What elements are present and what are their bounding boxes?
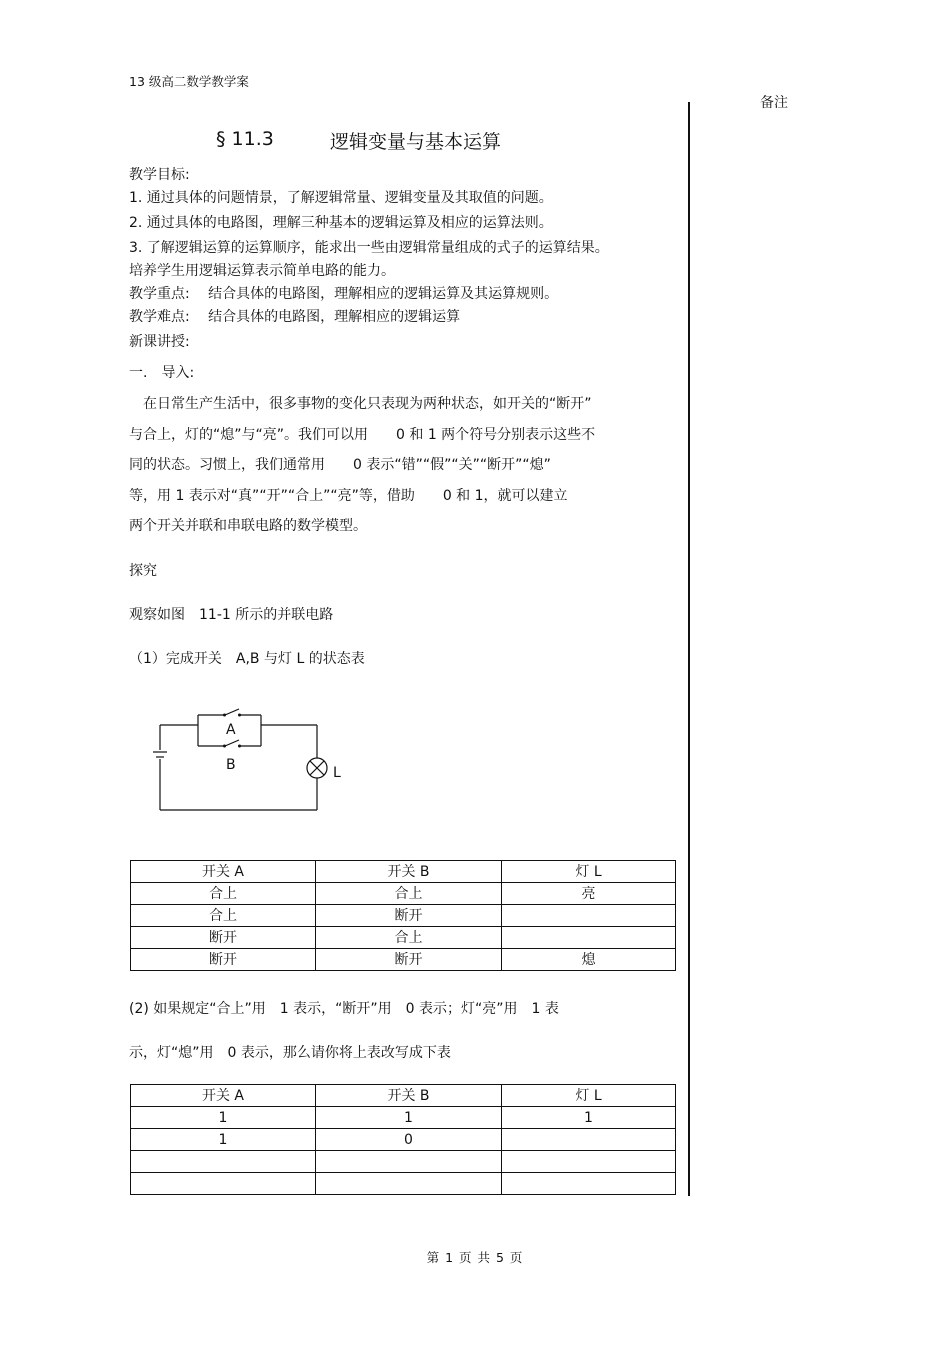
new-lesson-heading: 新课讲授: xyxy=(129,334,190,350)
task2-line: (2) 如果规定“合上”用 1 表示，“断开”用 0 表示；灯“亮”用 1 表 xyxy=(129,1001,559,1017)
table-cell xyxy=(131,1151,316,1173)
intro-line: 在日常生产生活中，很多事物的变化只表现为两种状态，如开关的“断开” xyxy=(129,396,592,412)
table-row xyxy=(131,1173,676,1195)
page-title: 逻辑变量与基本运算 xyxy=(330,131,502,153)
table-cell xyxy=(131,1173,316,1195)
table-cell: 断开 xyxy=(131,927,316,949)
margin-divider xyxy=(688,102,690,1196)
table-cell xyxy=(502,927,676,949)
table-cell: 亮 xyxy=(502,883,676,905)
table-header-cell: 开关 A xyxy=(131,1085,316,1107)
state-table-binary xyxy=(130,1084,676,1195)
task1-text: （1）完成开关 A,B 与灯 L 的状态表 xyxy=(129,651,365,667)
table-row xyxy=(131,905,676,927)
table-cell: 合上 xyxy=(316,927,502,949)
switch-b-label: B xyxy=(226,757,236,773)
table-cell: 1 xyxy=(131,1129,316,1151)
table-cell xyxy=(502,1129,676,1151)
lamp-label: L xyxy=(333,765,341,781)
table-row xyxy=(131,927,676,949)
parallel-circuit-diagram xyxy=(140,700,360,820)
table-cell: 0 xyxy=(316,1129,502,1151)
table-row xyxy=(131,883,676,905)
table-cell: 1 xyxy=(131,1107,316,1129)
table-cell: 断开 xyxy=(316,949,502,971)
table-header-cell: 开关 B xyxy=(316,861,502,883)
page-footer: 第 1 页 共 5 页 xyxy=(426,1250,524,1265)
observe-text: 观察如图 11-1 所示的并联电路 xyxy=(129,607,334,623)
page-header: 13 级高二数学教学案 xyxy=(129,74,249,89)
table-header-row xyxy=(131,1085,676,1107)
explore-heading: 探究 xyxy=(129,563,157,579)
key-point: 教学重点: 结合具体的电路图，理解相应的逻辑运算及其运算规则。 xyxy=(129,286,559,302)
intro-line: 等，用 1 表示对“真”“开”“合上”“亮”等，借助 0 和 1，就可以建立 xyxy=(129,488,568,504)
table-cell: 1 xyxy=(502,1107,676,1129)
intro-line: 两个开关并联和串联电路的数学模型。 xyxy=(129,518,367,534)
state-table-words xyxy=(130,860,676,971)
intro-line: 与合上，灯的“熄”与“亮”。我们可以用 0 和 1 两个符号分别表示这些不 xyxy=(129,427,596,443)
objective-item: 3. 了解逻辑运算的运算顺序，能求出一些由逻辑常量组成的式子的运算结果。 xyxy=(129,240,609,256)
table-cell xyxy=(316,1151,502,1173)
section-number: § 11.3 xyxy=(216,128,274,150)
difficulty: 教学难点: 结合具体的电路图，理解相应的逻辑运算 xyxy=(129,309,461,325)
table-cell xyxy=(502,1173,676,1195)
intro-heading: 一. 导入: xyxy=(129,365,195,381)
table-header-row xyxy=(131,861,676,883)
objective-item: 1. 通过具体的问题情景，了解逻辑常量、逻辑变量及其取值的问题。 xyxy=(129,190,553,206)
table-row xyxy=(131,1107,676,1129)
table-cell: 合上 xyxy=(316,883,502,905)
task2-line: 示，灯“熄”用 0 表示，那么请你将上表改写成下表 xyxy=(129,1045,451,1061)
table-row xyxy=(131,949,676,971)
objective-item: 培养学生用逻辑运算表示简单电路的能力。 xyxy=(129,263,395,279)
table-header-cell: 开关 A xyxy=(131,861,316,883)
table-cell xyxy=(502,905,676,927)
table-header-cell: 开关 B xyxy=(316,1085,502,1107)
objective-item: 2. 通过具体的电路图，理解三种基本的逻辑运算及相应的运算法则。 xyxy=(129,215,553,231)
intro-line: 同的状态。习惯上，我们通常用 0 表示“错”“假”“关”“断开”“熄” xyxy=(129,457,551,473)
table-cell: 断开 xyxy=(131,949,316,971)
table-cell: 合上 xyxy=(131,905,316,927)
table-row xyxy=(131,1151,676,1173)
objectives-heading: 教学目标: xyxy=(129,167,190,183)
table-cell: 断开 xyxy=(316,905,502,927)
table-cell: 熄 xyxy=(502,949,676,971)
table-cell xyxy=(316,1173,502,1195)
table-row xyxy=(131,1129,676,1151)
switch-a-label: A xyxy=(226,722,236,738)
table-header-cell: 灯 L xyxy=(502,861,676,883)
table-cell: 合上 xyxy=(131,883,316,905)
table-cell xyxy=(502,1151,676,1173)
table-header-cell: 灯 L xyxy=(502,1085,676,1107)
remark-label: 备注 xyxy=(760,95,788,111)
table-cell: 1 xyxy=(316,1107,502,1129)
